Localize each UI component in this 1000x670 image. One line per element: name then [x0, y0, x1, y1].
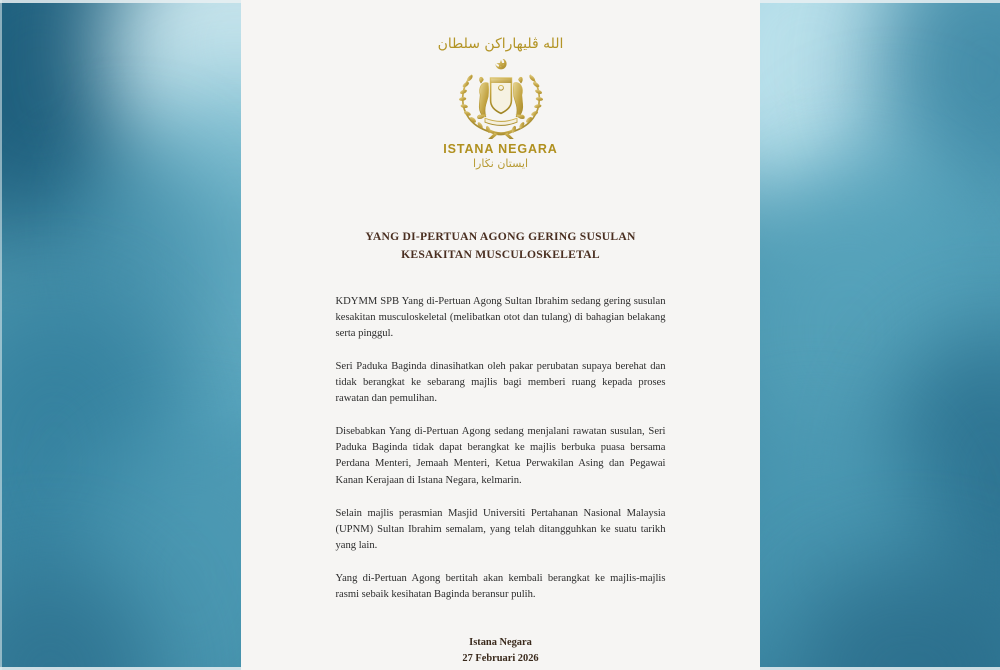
- statement-paragraph: Disebabkan Yang di-Pertuan Agong sedang menjalani rawatan susulan, Seri Paduka Baginda tidak dapat berangkat ke majlis berbuka puasa bersama Perdana Menteri, Jemaah Menteri, Ketua Perwakilan Asing dan Pegawai Kanan Kerajaan di Istana Negara, kelmarin.: [335, 426, 666, 486]
- page-title: [336, 228, 666, 264]
- signature-block: [336, 635, 666, 666]
- right-background-panel: [760, 0, 1000, 670]
- royal-motto-jawi: الله ڤليهاراكن سلطان: [437, 36, 564, 52]
- letterhead: [336, 36, 666, 170]
- statement-paragraph: Yang di-Pertuan Agong bertitah akan kembali berangkat ke majlis-majlis rasmi sebaik kesihatan Baginda beransur pulih.: [335, 572, 666, 601]
- document-content: [336, 0, 666, 666]
- right-panel-top-edge: [760, 0, 1000, 3]
- malaysia-coat-of-arms-icon: [453, 59, 549, 139]
- left-panel-side-edge: [0, 0, 2, 670]
- statement-paragraph: Selain majlis perasmian Masjid Universiti Pertahanan Nasional Malaysia (UPNM) Sultan Ibrahim semalam, yang telah ditangguhkan ke suatu tarikh yang lain.: [335, 507, 666, 551]
- page-title-line-2: KESAKITAN MUSCULOSKELETAL: [401, 247, 600, 261]
- press-statement-document: [241, 0, 760, 670]
- signature-date: 27 Februari 2026: [462, 652, 539, 664]
- organisation-name: ISTANA NEGARA: [443, 141, 558, 156]
- left-panel-top-edge: [0, 0, 241, 3]
- left-background-panel: [0, 0, 241, 670]
- statement-paragraph: Seri Paduka Baginda dinasihatkan oleh pakar perubatan supaya berehat dan tidak berangkat ke sebarang majlis bagi memberi ruang kepada proses rawatan dan pemulihan.: [335, 361, 666, 405]
- page-title-line-1: YANG DI-PERTUAN AGONG GERING SUSULAN: [365, 229, 636, 243]
- statement-body: [336, 294, 666, 603]
- statement-paragraph: KDYMM SPB Yang di-Pertuan Agong Sultan Ibrahim sedang gering susulan kesakitan musculoskeletal (melibatkan otot dan tulang) di bahagian belakang serta pinggul.: [335, 295, 666, 339]
- organisation-name-jawi: ايستان نڬارا: [472, 156, 529, 170]
- signature-place: Istana Negara: [469, 637, 532, 649]
